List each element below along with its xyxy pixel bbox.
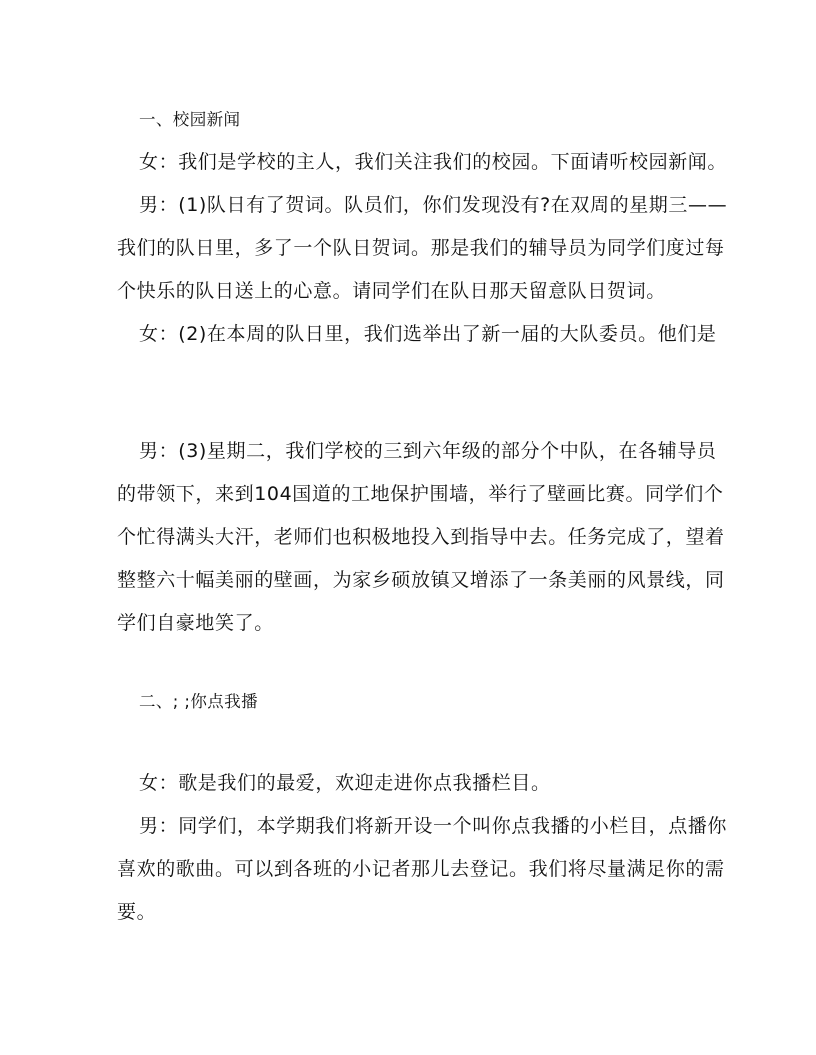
paragraph-line: 要。 [117, 901, 157, 923]
paragraph-line: 女：(2)在本周的队日里，我们选举出了新一届的大队委员。他们是 [139, 323, 717, 345]
paragraph-line: 学们自豪地笑了。 [117, 612, 274, 634]
paragraph-line: 我们的队日里，多了一个队日贺词。那是我们的辅导员为同学们度过每 [117, 237, 725, 259]
paragraph-line: 个忙得满头大汗，老师们也积极地投入到指导中去。任务完成了，望着 [117, 526, 725, 548]
paragraph-line: 男：(1)队日有了贺词。队员们，你们发现没有?在双周的星期三—— [139, 194, 728, 216]
paragraph-line: 喜欢的歌曲。可以到各班的小记者那儿去登记。我们将尽量满足你的需 [117, 858, 725, 880]
paragraph-line: 男：(3)星期二，我们学校的三到六年级的部分个中队，在各辅导员 [139, 440, 717, 462]
paragraph-line: 男：同学们，本学期我们将新开设一个叫你点我播的小栏目，点播你 [139, 815, 728, 837]
paragraph-line: 个快乐的队日送上的心意。请同学们在队日那天留意队日贺词。 [117, 280, 666, 302]
paragraph-line: 女：我们是学校的主人，我们关注我们的校园。下面请听校园新闻。 [139, 151, 728, 173]
paragraph-line: 的带领下，来到104国道的工地保护围墙，举行了壁画比赛。同学们个 [117, 483, 724, 505]
section-heading-campus-news: 一、校园新闻 [139, 110, 241, 129]
section-heading-song-request: 二、; ;你点我播 [139, 692, 258, 711]
paragraph-line: 整整六十幅美丽的壁画，为家乡硕放镇又增添了一条美丽的风景线，同 [117, 569, 725, 591]
paragraph-line: 女：歌是我们的最爱，欢迎走进你点我播栏目。 [139, 772, 551, 794]
